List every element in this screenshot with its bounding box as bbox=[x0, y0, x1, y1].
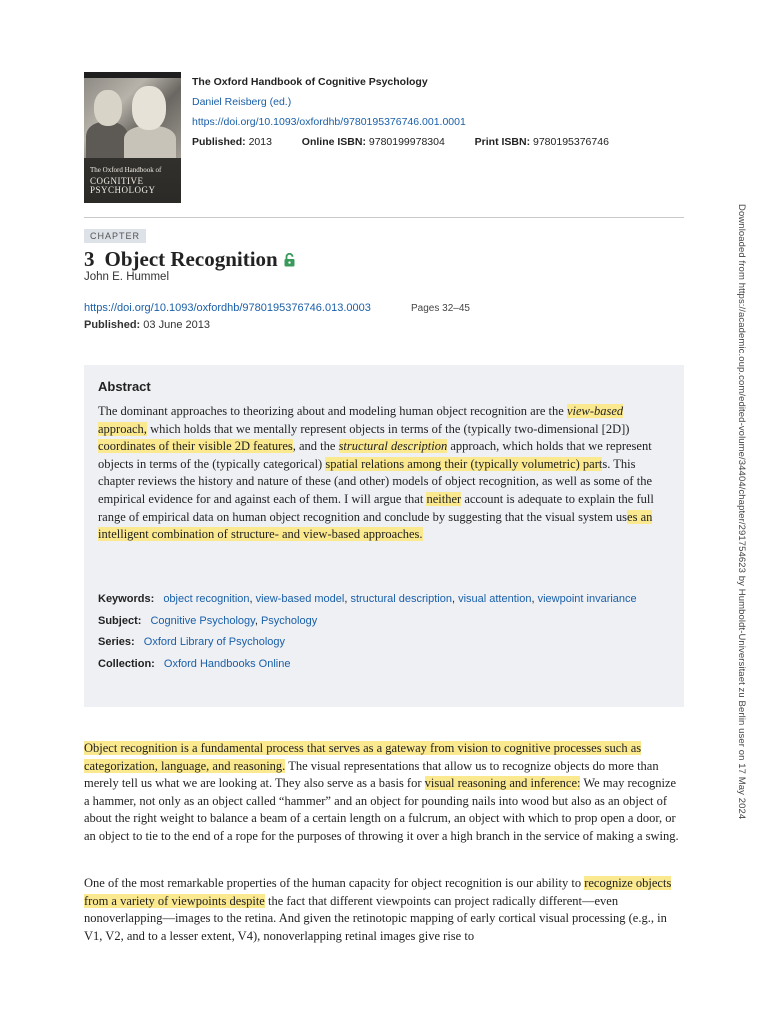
book-cover-image[interactable] bbox=[84, 72, 181, 203]
book-editor-link[interactable]: Daniel Reisberg (ed.) bbox=[192, 96, 292, 108]
cover-title: The Oxford Handbook of COGNITIVE PSYCHOLOGY bbox=[90, 166, 162, 195]
keyword-link[interactable]: object recognition bbox=[163, 593, 250, 605]
chapter-pages: Pages 32–45 bbox=[411, 303, 470, 314]
highlight: neither bbox=[426, 491, 462, 506]
abstract-panel bbox=[84, 365, 684, 707]
highlight: recognize objects from a variety of viewpoints despite bbox=[84, 876, 672, 908]
book-metadata bbox=[192, 72, 609, 152]
series-row: Series: Oxford Library of Psychology bbox=[98, 636, 285, 649]
highlight: visual reasoning and inference: bbox=[424, 776, 581, 791]
keyword-link[interactable]: visual attention bbox=[458, 593, 532, 605]
body-paragraph-2: One of the most remarkable properties of the human capacity for object recognition is our ability to recognize objects from a variety of viewpoints despite the fact that different viewpoints can project radically different—even nonoverlapping—images to the retina. And given the retinotopic mapping of early cortical visual processing (e.g., in V1, V2, and to a lesser extent, V4), nonoverlapping retinal images give rise to bbox=[84, 876, 672, 943]
header-divider bbox=[84, 217, 684, 218]
series-link[interactable]: Oxford Library of Psychology bbox=[143, 636, 285, 649]
subject-row: Subject: Cognitive Psychology, Psychology bbox=[98, 614, 318, 627]
download-watermark: Downloaded from https://academic.oup.com/edited-volume/34404/chapter/291754623 by Humboldt-Universitaet zu Berlin user on 17 May 2024 bbox=[736, 204, 747, 820]
abstract-text: The dominant approaches to theorizing about and modeling human object recognition are the view-based approach, which holds that we mentally represent objects in terms of the (typically two-dimensional [2D]) coordinates of their visible 2D features, and the structural description approach, which holds that we represent objects in terms of the (typically categorical) spatial relations among their (typically volumetric) parts. This chapter reviews the history and nature of these (and other) models of object recognition, as well as some of the empirical evidence for and against each of them. I will argue that neither account is adequate to explain the full range of empirical data on human object recognition and conclude by suggesting that the visual system uses an intelligent combination of structure- and view-based approaches. bbox=[98, 404, 654, 542]
book-published-year: 2013 bbox=[248, 136, 272, 148]
highlight: structural description bbox=[338, 439, 448, 454]
keyword-link[interactable]: view-based model bbox=[255, 593, 345, 605]
keywords-row: Keywords: object recognition, view-based model, structural description, visual attention, viewpoint invariance bbox=[98, 593, 637, 605]
online-isbn: 9780199978304 bbox=[368, 136, 445, 148]
keyword-link[interactable]: viewpoint invariance bbox=[537, 593, 637, 605]
keyword-link[interactable]: structural description bbox=[350, 593, 452, 605]
print-isbn: 9780195376746 bbox=[533, 136, 609, 148]
chapter-badge: CHAPTER bbox=[84, 229, 146, 243]
collection-link[interactable]: Oxford Handbooks Online bbox=[163, 657, 291, 670]
chapter-number: 3 bbox=[84, 247, 95, 271]
body-paragraph-1: Object recognition is a fundamental process that serves as a gateway from vision to cognitive processes such as categorization, language, and reasoning. The visual representations that allow us to recognize objects do more than merely tell us what we are looking at. They also serve as a basis for visual reasoning and inference: We may recognize a hammer, not only as an object called “hammer” and an object for pounding nails into wood but also as an object of about the right weight to balance a beam of a certain length on a fulcrum, an object with which to prop open a door, or an object to tie to the end of a rope for the purposes of throwing it over a high branch in the service of making a swing. bbox=[84, 741, 679, 843]
highlight: es an intelligent combination of structure- and view-based approaches. bbox=[98, 509, 653, 542]
highlight: coordinates of their visible 2D features bbox=[98, 439, 293, 454]
collection-row: Collection: Oxford Handbooks Online bbox=[98, 657, 291, 670]
subject-link[interactable]: Cognitive Psychology bbox=[150, 614, 255, 627]
book-publication-info: Published: 2013 Online ISBN: 9780199978304 Print ISBN: 9780195376746 bbox=[192, 136, 609, 148]
chapter-doi-link[interactable]: https://doi.org/10.1093/oxfordhb/9780195376746.013.0003 bbox=[84, 302, 371, 314]
chapter-author: John E. Hummel bbox=[84, 271, 170, 283]
book-title: The Oxford Handbook of Cognitive Psychology bbox=[192, 76, 428, 88]
open-access-lock-icon bbox=[284, 246, 295, 274]
subject-link[interactable]: Psychology bbox=[260, 614, 318, 627]
chapter-published: Published: 03 June 2013 bbox=[84, 319, 210, 331]
chapter-title-text: Object Recognition bbox=[104, 247, 278, 271]
highlight: spatial relations among their (typically volumetric) part bbox=[325, 456, 603, 471]
chapter-title bbox=[84, 245, 295, 274]
abstract-heading: Abstract bbox=[98, 379, 151, 394]
chapter-metadata-list bbox=[98, 591, 664, 673]
book-doi-link[interactable]: https://doi.org/10.1093/oxfordhb/9780195376746.001.0001 bbox=[192, 116, 466, 128]
highlight: view-based approach, bbox=[98, 404, 624, 436]
cover-photo bbox=[84, 78, 181, 158]
highlight: Object recognition is a fundamental process that serves as a gateway from vision to cognitive processes such as categorization, language, and reasoning. bbox=[84, 741, 642, 773]
